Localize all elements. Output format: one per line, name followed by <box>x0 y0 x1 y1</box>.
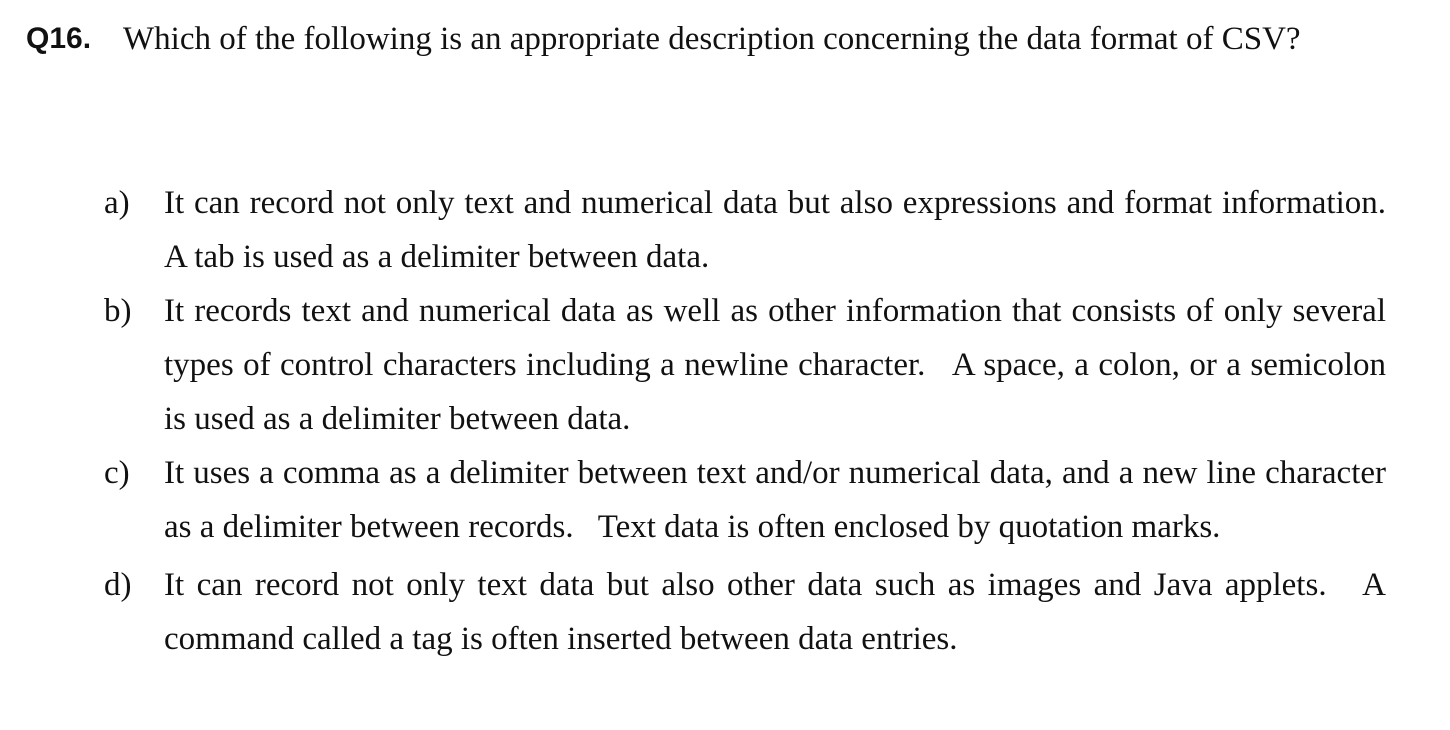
option-c[interactable] <box>104 446 1395 554</box>
option-d[interactable] <box>104 558 1395 666</box>
option-text: It can record not only text and numerical data but also expressions and format information. A tab is used as a delimiter between data. <box>164 185 1411 275</box>
option-a[interactable] <box>104 176 1411 284</box>
option-letter: d) <box>104 567 132 603</box>
option-letter: b) <box>104 293 132 329</box>
option-b[interactable] <box>104 284 1395 446</box>
option-letter: a) <box>104 185 130 221</box>
question-text: Which of the following is an appropriate description concerning the data format of CSV? <box>123 21 1301 57</box>
option-letter: c) <box>104 455 130 491</box>
question-block <box>26 12 1388 66</box>
option-text: It uses a comma as a delimiter between text and/or numerical data, and a new line character as a delimiter between records. Text data is often enclosed by quotation marks. <box>164 455 1395 545</box>
question-number: Q16. <box>26 22 92 55</box>
answer-options <box>104 176 1411 666</box>
option-text: It can record not only text data but also other data such as images and Java applets. A command called a tag is often inserted between data entries. <box>164 567 1395 657</box>
option-text: It records text and numerical data as well as other information that consists of only several types of control characters including a newline character. A space, a colon, or a semicolon is used as a delimiter between data. <box>164 293 1395 437</box>
